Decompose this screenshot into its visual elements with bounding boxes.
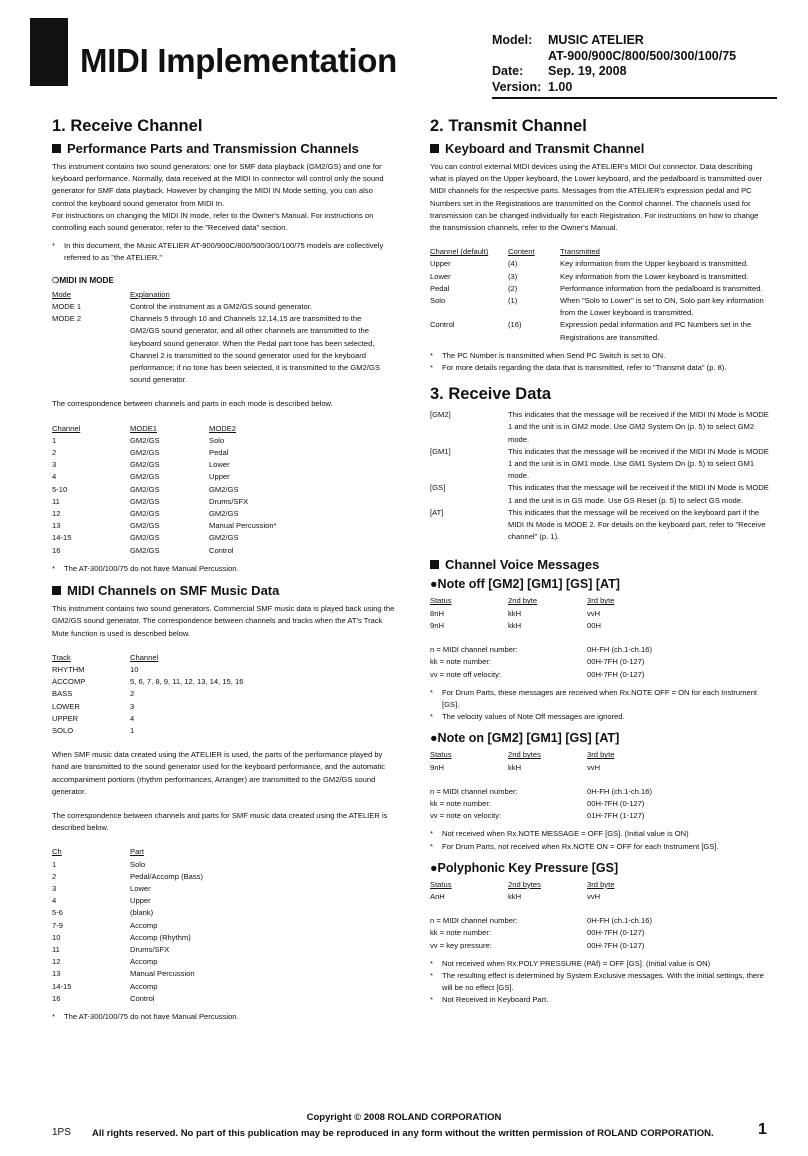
note-manual-percussion-2: * The AT-300/100/75 do not have Manual Percussion. — [52, 1011, 239, 1021]
poly-note-2: * The resulting effect is determined by System Exclusive messages. With the initial settings, there will be no effect [GS]. — [430, 970, 764, 993]
table-row: 8nH kkH vvH — [430, 608, 601, 618]
transmit-channel-heading: 2. Transmit Channel — [430, 117, 587, 135]
table-row: 2 GM2/GS Pedal — [52, 448, 229, 458]
right-column — [430, 112, 770, 1007]
model-label: Model: — [492, 33, 533, 47]
poly-pressure-table: Status 2nd bytes 3rd byte AnH kkH vvH — [430, 879, 614, 903]
note-off-heading: ●Note off [GM2] [GM1] [GS] [AT] — [430, 577, 620, 592]
poly-pressure-heading: ●Polyphonic Key Pressure [GS] — [430, 860, 619, 875]
note-manual-percussion: * The AT-300/100/75 do not have Manual Percussion. — [52, 563, 239, 573]
table-row: 13 Manual Percussion — [52, 969, 195, 979]
footer-copyright: Copyright © 2008 ROLAND CORPORATION — [306, 1112, 502, 1123]
receive-intro: This instrument contains two sound generators: one for SMF data playback (GM2/GS) and one for keyboard performance. Normally, data received at the MIDI In connector will control only the sound generator for SMF data playback. However by changing the MIDI IN Mode setting, you can also control the keyboard sound generator from MIDI In. — [52, 162, 384, 208]
square-bullet-icon — [430, 144, 439, 153]
header-meta — [492, 33, 736, 95]
poly-pressure-defs — [430, 915, 652, 952]
poly-note-3: * Not Received in Keyboard Part. — [430, 995, 549, 1005]
smf-para-2: The correspondence between channels and parts for SMF music data created using the ATELIER is described below. — [52, 810, 388, 833]
note-atelier: * In this document, the Music ATELIER AT-900/900C/800/500/300/100/75 models are collectively referred to as "the ATELIER." — [52, 241, 384, 263]
note-on-note-1: * Not received when Rx.NOTE MESSAGE = OFF [GS]. (Initial value is ON) — [430, 829, 689, 839]
table-row: BASS 2 — [52, 689, 135, 699]
table-row: Control (16) Expression pedal information and PC Numbers set in the Registrations are transmitted. — [430, 320, 752, 342]
channel-mode-table: Channel MODE1 MODE2 1 GM2/GS Solo 2 GM2/GS Pedal 3 GM2/GS Lower 4 GM2/GS Upper 5-10 GM2/GS GM2/GS 11 GM2/GS Drums/SFX 12 GM2/GS GM2/GS 13 GM2/GS Manual Percussion* 14-15 GM2/GS GM2/GS 16 GM2/GS Control — [52, 423, 277, 557]
table-row: [GM2] This indicates that the message will be received if the MIDI IN Mode is MODE 1 and the unit is in GM2 mode. Use GM2 System On (p. 5) to select GM2 mode. — [430, 410, 769, 444]
table-row: vv = note off velocity: 00H-7FH (0-127) — [430, 669, 645, 679]
track-table: Track Channel RHYTHM 10 ACCOMP 5, 6, 7, 8, 9, 11, 12, 13, 14, 15, 16 BASS 2 LOWER 3 UPPER 4 SOLO 1 — [52, 652, 243, 737]
table-row: kk = note number: 00H-7FH (0-127) — [430, 657, 645, 667]
table-row: kk = note number: 00H-7FH (0-127) — [430, 928, 645, 938]
table-row: [GM1] This indicates that the message will be received if the MIDI IN Mode is MODE 1 and the unit is in GM1 mode. Use GM1 System On (p. 5) to select GM1 mode. — [430, 446, 769, 481]
note-on-defs — [430, 786, 652, 823]
header-rule — [492, 97, 777, 99]
model-value: MUSIC ATELIER — [548, 33, 644, 47]
table-row: kk = note number: 00H-7FH (0-127) — [430, 798, 645, 808]
table-row: n = MIDI channel number: 0H-FH (ch.1-ch.16) — [430, 645, 652, 655]
table-row: MODE 2 Channels 5 through 10 and Channels 12,14,15 are transmitted to the GM2/GS sound generator, and all other channels are transmitted to the keyboard sound generator. When the Pedal part tone has been selected, Channel 2 is transmitted to the sound generator used for the keyboard performance; if no tone has been selected, it is transmitted to the GM2/GS sound generator. — [52, 314, 380, 385]
table-row: 11 GM2/GS Drums/SFX — [52, 496, 249, 506]
table-row: LOWER 3 — [52, 701, 135, 711]
perf-parts-heading: Performance Parts and Transmission Channels — [52, 141, 397, 157]
table-row: 7-9 Accomp — [52, 920, 158, 930]
note-off-defs — [430, 644, 652, 681]
table-row: 4 GM2/GS Upper — [52, 472, 230, 482]
page-title: MIDI Implementation — [80, 42, 397, 79]
version-value: 1.00 — [548, 79, 573, 94]
note-off-note-1: * For Drum Parts, these messages are received when Rx.NOTE OFF = ON for each Instrument [GS]. — [430, 687, 758, 709]
table-row: 14-15 GM2/GS GM2/GS — [52, 533, 239, 543]
note-off-table: Status 2nd byte 3rd byte 8nH kkH vvH 9nH kkH 00H — [430, 595, 614, 632]
note-on-table: Status 2nd bytes 3rd byte 9nH kkH vvH — [430, 749, 614, 773]
table-row: 14-15 Accomp — [52, 981, 158, 991]
table-row: 5-10 GM2/GS GM2/GS — [52, 484, 239, 494]
table-row: 13 GM2/GS Manual Percussion* — [52, 521, 277, 531]
table-row: ACCOMP 5, 6, 7, 8, 9, 11, 12, 13, 14, 15, 16 — [52, 677, 244, 687]
table-row: 10 Accomp (Rhythm) — [52, 932, 191, 942]
note-on-note-2: * For Drum Parts, not received when Rx.NOTE ON = OFF for each Instrument [GS]. — [430, 841, 719, 851]
date-value: Sep. 19, 2008 — [548, 64, 627, 78]
note-pc-number: * The PC Number is transmitted when Send PC Switch is set to ON. — [430, 350, 666, 360]
page-number: 1 — [758, 1121, 767, 1138]
smf-heading: MIDI Channels on SMF Music Data — [52, 583, 397, 599]
table-row: 2 Pedal/Accomp (Bass) — [52, 871, 204, 881]
table-row: 3 Lower — [52, 883, 151, 893]
table-row: Solo (1) When "Solo to Lower" is set to ON, Solo part key information from the Lower keyboard is transmitted. — [430, 296, 764, 318]
midi-in-mode-heading: ❍MIDI IN MODE — [52, 275, 114, 285]
smf-para-1: When SMF music data created using the ATELIER is used, the parts of the performance played by hand are transmitted to the sound generator used for the keyboard performance, and the automatic accompaniment portions (rhythm performances, Arranger) are transmitted to the GM2/GS sound generator. — [52, 750, 386, 796]
table-row: 16 Control — [52, 993, 155, 1003]
square-bullet-icon — [52, 586, 61, 595]
receive-channel-heading: 1. Receive Channel — [52, 117, 203, 135]
table-row: Lower (3) Key information from the Lower keyboard is transmitted. — [430, 271, 749, 281]
table-row: 11 Drums/SFX — [52, 944, 170, 954]
smf-intro: This instrument contains two sound generators. Commercial SMF music data is played back using the GM2/GS sound generator. The correspondence between channels and tracks when the AT's Track Mute function is used is described below. — [52, 604, 395, 638]
table-row: Pedal (2) Performance information from the pedalboard is transmitted. — [430, 283, 763, 293]
table-row: vv = note on velocity: 01H-7FH (1-127) — [430, 811, 645, 821]
mode-table: Mode Explanation MODE 1 Control the instrument as a GM2/GS sound generator. MODE 2 Channels 5 through 10 and Channels 12,14,15 are transmitted to the GM2/GS sound generator, and all other channels are transmitted to the keyboard sound generator. When the Pedal part tone has been selected, Channel 2 is transmitted to the sound generator used for the keyboard performance; if no tone has been selected, it is transmitted to the GM2/GS sound generator. — [52, 289, 397, 387]
correspondence-text: The correspondence between channels and parts in each mode is described below. — [52, 399, 333, 409]
table-row: n = MIDI channel number: 0H-FH (ch.1-ch.16) — [430, 786, 652, 796]
table-row: [GS] This indicates that the message will be received if the MIDI IN Mode is MODE 1 and the unit is in GS mode. Use GS Reset (p. 5) to select GS mode. — [430, 483, 769, 505]
model-value-list: AT-900/900C/800/500/300/100/75 — [548, 48, 737, 63]
receive-data-table — [430, 409, 770, 543]
version-label: Version: — [492, 79, 542, 94]
table-row: 5-6 (blank) — [52, 908, 154, 918]
note-on-heading: ●Note on [GM2] [GM1] [GS] [AT] — [430, 731, 620, 746]
table-row: 12 GM2/GS GM2/GS — [52, 509, 239, 519]
table-row: 1 Solo — [52, 859, 146, 869]
square-bullet-icon — [52, 144, 61, 153]
table-row: 9nH kkH vvH — [430, 762, 601, 772]
transmit-intro: You can control external MIDI devices using the ATELIER's MIDI Out connector. Data describing what is played on the Upper keyboard, the Lower keyboard, and the pedalboard is transmitted over MIDI channels for the respective parts. Messages from the ATELIER's expression pedal and PC Numbers set in the Registrations are transmitted on the Control channel. The channels used for transmission can be changed individually for each Registration. For instructions on how to change the transmission channels, refer to the Owner's Manual. — [430, 162, 763, 233]
table-row: Upper (4) Key information from the Upper keyboard is transmitted. — [430, 259, 749, 269]
table-row: n = MIDI channel number: 0H-FH (ch.1-ch.16) — [430, 916, 652, 926]
table-row: 1 GM2/GS Solo — [52, 435, 225, 445]
table-row: [AT] This indicates that the message will be received on the keyboard part if the MIDI IN Mode is MODE 2. For details on the keyboard part, refer to "Receive channel" (p. 1). — [430, 507, 766, 542]
left-column — [52, 112, 397, 1023]
poly-note-1: * Not received when Rx.POLY PRESSURE (PAf) = OFF [GS]. (Initial value is ON) — [430, 958, 711, 968]
header-black-bar — [30, 18, 68, 86]
table-row: AnH kkH vvH — [430, 891, 601, 901]
table-row: UPPER 4 — [52, 713, 135, 723]
table-row: vv = key pressure: 00H-7FH (0-127) — [430, 940, 645, 950]
table-row: SOLO 1 — [52, 725, 135, 735]
receive-data-heading: 3. Receive Data — [430, 385, 552, 404]
receive-intro-2: For instructions on changing the MIDI IN mode, refer to the Owner's Manual. For instructions on controlling each sound generator, refer to the "Received data" section. — [52, 210, 374, 233]
keyboard-transmit-heading: Keyboard and Transmit Channel — [430, 141, 770, 157]
footer-rights: All rights reserved. No part of this publication may be reproduced in any form without the written permission of ROLAND CORPORATION. — [92, 1128, 714, 1139]
square-bullet-icon — [430, 560, 439, 569]
table-row: 9nH kkH 00H — [430, 620, 601, 630]
footer-code: 1PS — [52, 1127, 71, 1138]
note-off-note-2: * The velocity values of Note Off messages are ignored. — [430, 712, 625, 722]
channel-voice-heading: Channel Voice Messages — [430, 557, 770, 573]
table-row: RHYTHM 10 — [52, 664, 139, 674]
date-label: Date: — [492, 64, 524, 78]
part-table: Ch Part 1 Solo 2 Pedal/Accomp (Bass) 3 Lower 4 Upper 5-6 (blank) 7-9 Accomp 10 Accomp (Rhythm) 11 Drums/SFX 12 Accomp 13 Manual Percussion 14-15 Accomp 16 Control — [52, 846, 203, 1005]
transmit-table: Channel (default) Content Transmitted Upper (4) Key information from the Upper keyboard is transmitted. Lower (3) Key information from the Lower keyboard is transmitted. Pedal (2) Performance information from the pedalboard is transmitted. Solo (1) When "Solo to Lower" is set to ON, Solo part key information from the Lower keyboard is transmitted. Control (16) Expression pedal information and PC Numbers set in the Registrations are transmitted. — [430, 246, 770, 344]
note-transmit-data: * For more details regarding the data that is transmitted, refer to "Transmit data" (p. 8). — [430, 363, 727, 373]
table-row: 4 Upper — [52, 896, 151, 906]
table-row: 3 GM2/GS Lower — [52, 460, 230, 470]
table-row: 12 Accomp — [52, 957, 158, 967]
table-row: MODE 1 Control the instrument as a GM2/GS sound generator. — [52, 302, 312, 312]
table-row: 16 GM2/GS Control — [52, 545, 234, 555]
